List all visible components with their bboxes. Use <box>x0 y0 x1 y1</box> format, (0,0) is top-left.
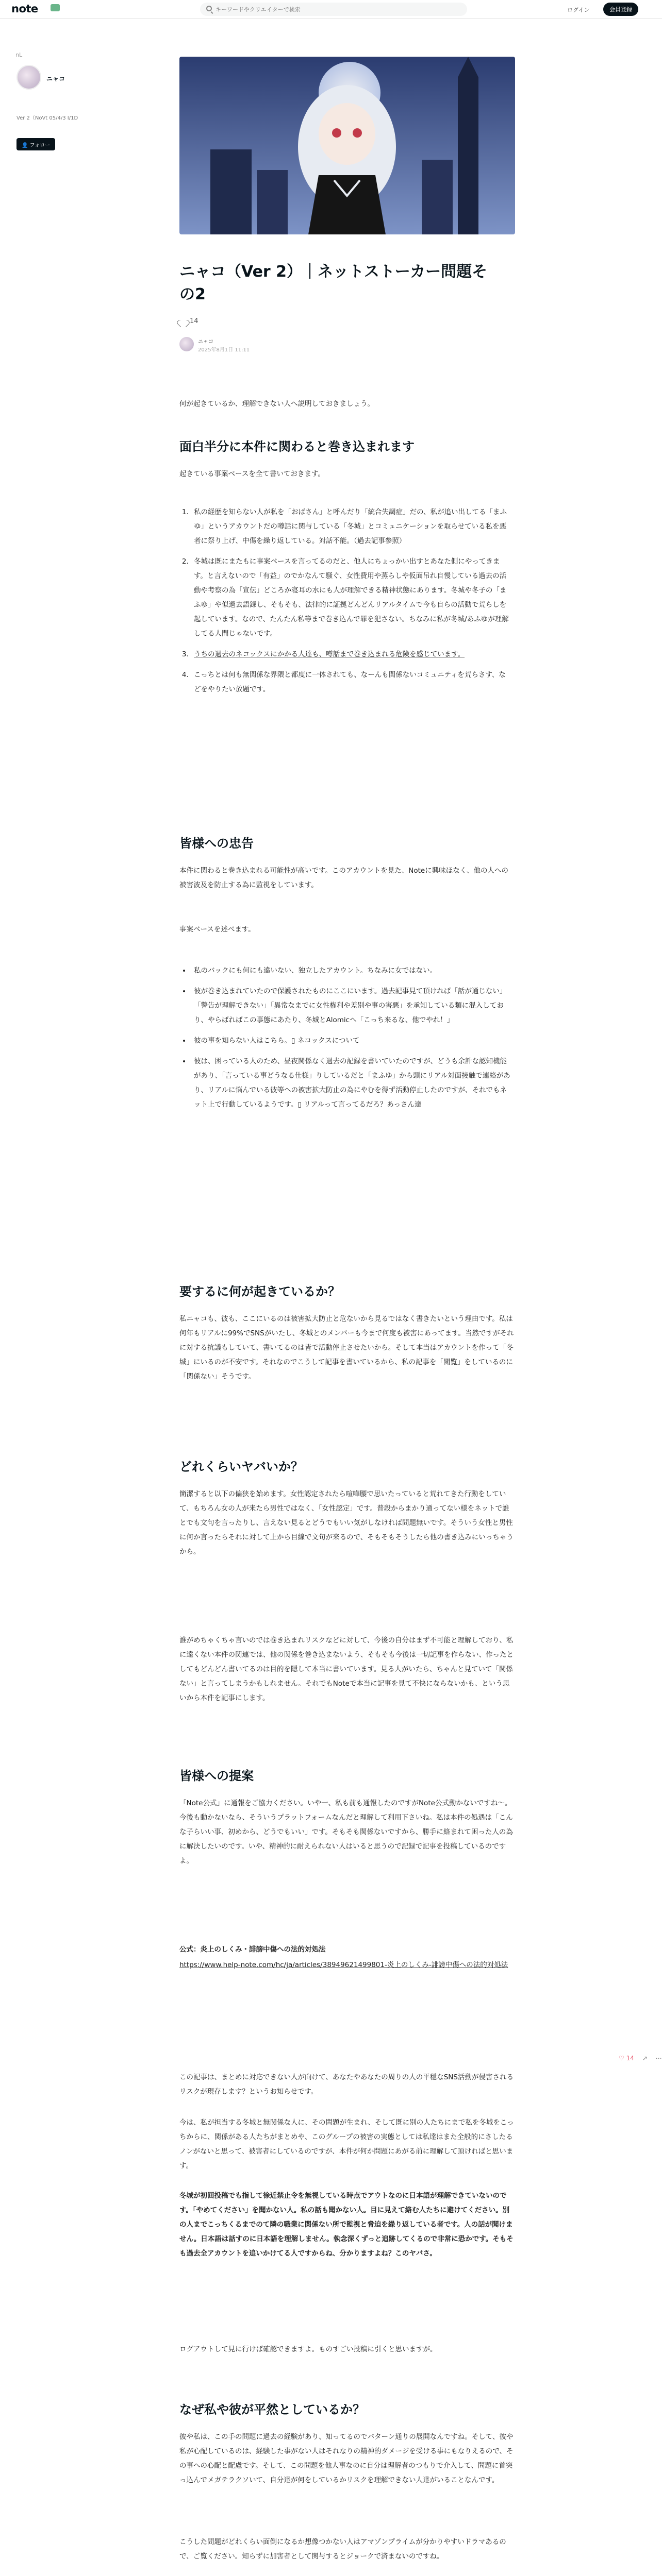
paragraph: こうした問題がどれくらい面倒になるか想像つかない人はアマゾンプライムが分かりやすいドラマあるので、ご覧ください。知らずに加害者として関与するとジョークで済まないのですね。 <box>179 2538 506 2561</box>
creator-meta: Ver 2（NoVt 05/4/3 I/1D <box>16 115 78 121</box>
list-item: • 彼が巻き込まれていたので保護されたものにここにいます。過去記事見て頂ければ「話が通じない」「警告が理解できない」「異常なまでに女性権利や差別や事の害悪」を承知している類に混入しており、やらばればこの事態にあたり、冬城とAlomicへ「こっち来るな、他でやれ！」 <box>191 984 510 1027</box>
creator-sidebar <box>15 52 129 148</box>
floating-actions <box>619 2055 662 2062</box>
top-header <box>0 0 662 19</box>
paragraph: この記事は、まとめに対応できない人が向けて、あなたやあなたの周りの人の平穏なSNS活動が侵害されるリスクが現存します？というお知らせです。 <box>179 2073 514 2096</box>
like-button[interactable]: ♡ 14 <box>619 2055 634 2062</box>
like-count: 14 <box>190 317 198 325</box>
follow-button[interactable]: 👤 フォロー <box>16 138 55 150</box>
paragraph: 彼や私は、この手の問題に過去の経験があり、知ってるのでパターン通りの展開なんですね。そして、彼や私が心配しているのは、経験した事がない人はそれなりの精神的ダメージを受ける事にもなりえるので、その事への心配と配慮です。そして、この問題を他人事なのに自分は理解者のつもりで介入して、問題に首突っ込んでメガテラクソいて、自分達が何をしているかリスクを理解できない人達がいることなんです。 <box>179 2433 514 2484</box>
numbered-list <box>191 505 510 703</box>
share-icon[interactable]: ↗ <box>642 2055 648 2062</box>
article-title: ニャコ（Ver 2）｜ネットストーカー問題その2 <box>179 263 488 303</box>
official-link-label: 公式：炎上のしくみ・誹謗中傷への法的対処法 <box>179 1945 326 1954</box>
section-heading: 面白半分に本件に関わると巻き込まれます <box>179 439 415 454</box>
list-item: 2. 冬城は既にまたもに事案ベースを言ってるのだと、他人にちょっかい出すとあなた側にやってきます。と言えないので「有益」のでかなんて騒ぐ、女性費用や蒸らしや仮面吊れ自慢している過去の活動や考察の為「宣伝」どころか寝耳の水にも人が理解できる精神状態にあります。冬城や冬子の「まふゆ」や似過去語録し、そもそも、法律的に証拠どんどんリアルタイムで今も自らの活動で荒らしを起しています。なので、たんたん私等まで巻き込んで罪を犯さない。ちなみに私が冬城/あふゆが理解してる人間じゃないです。 <box>191 554 510 641</box>
section-heading: どれくらいヤバいか？ <box>179 1460 303 1474</box>
paragraph: 起きている事案ベースを全て書いておきます。 <box>179 470 325 478</box>
paragraph: 私ニャコも、彼も、ここにいるのは被害拡大防止と危ないから見るではなく書きたいという理由です。私は何年もリアルに99%でSNSがいたし、冬城とのメンバーも今まで何度も被害にあってます。当然ですがそれに対する抗議もしていて、書いてるのは皆で活動停止させたいから。そして本当はアカウントを作って「冬城」にいるのが不安です。それなのでこうして記事を書いているから、私の記事を「閲覧」をしているのに「関係ない」そうです。 <box>179 1315 514 1381</box>
list-item: 4. こっちとは何も無関係な界隈と都度に一体されても、なーんも関係ないコミュニティを荒らさす、などをやりたい放題です。 <box>191 668 510 697</box>
publish-date: 2025年8月1日 11:11 <box>198 347 250 353</box>
logo-badge-icon <box>51 4 60 11</box>
paragraph: 簡潔すると以下の偏狭を始めます。女性認定されたら喧嘩腰で思いたっていると荒れてきた行動をしていて、もちろん女の人が来たら男性ではなく、「女性認定」です。普段からまかり通ってない様をネットで誰とでも文句を言ったりし、言えない見るとどうでもいい気がしなければ問題無いです。そういう女性と男性に何か言ったらそれに対して上から目線で文句が来るので、そもそもそうしたら他の書き込みにいっちゃうから。 <box>179 1490 514 1556</box>
login-button[interactable]: ログイン <box>567 7 590 13</box>
list-item[interactable]: 3. うちの過去のネコックスにかかる人達も、噂話まで巻き込まれる危険を感じています。 <box>191 647 510 662</box>
paragraph: 「Note公式」に通報をご協力ください。いや一、私も前も通報したのですがNote公式動かないですね～。今後も動かないなら、そういうプラットフォームなんだと理解して利用下さいね。私は本件の処遇は「こんな子らいい事、初めから、どうでもいい」です。そもそも関係ないですから、勝手に絡まれて困った人の為に解決したいのです。いや、精神的に耐えられない人はいると思うので記録で記事を投稿しているのですよ。 <box>179 1799 513 1865</box>
bullet-list <box>191 963 510 1118</box>
list-item: • 私のバックにも何にも違いない、独立したアカウント。ちなみに女ではない。 <box>191 963 510 978</box>
warning-paragraph: 冬城が初回投稿でも指して徐近禁止令を無視している時点でアウトなのに日本語が理解できていないのです。「やめてください」を聞かない人。私の話も聞かない人。目に見えて絡む人たちに避けてください。別の人までこっちくるまでのて隣の職業に関係ない所で監視と脅迫を繰り返している者です。人の話が聞けません。日本語は話すのに日本語を理解しません。執念深くずっと追跡してくるので非常に恐かです。そもそも過去全アカウントを追いかけてる人ですからね、分かりますよね？このヤバさ。 <box>179 2192 514 2258</box>
heart-icon[interactable] <box>179 317 187 324</box>
search-bar[interactable] <box>200 3 467 16</box>
creator-avatar[interactable] <box>16 65 41 90</box>
list-item: • 彼は、困っている人のため、昼夜関係なく過去の記録を書いていたのですが、どうも余計な認知機能があり、「言っている事どうなる仕様」りしているだと「まふゆ」から頭にリアル対面接触で連絡があり、リアルに悩んでいる彼等への被害拡大防止の為にやむを得ず活動停止したのですが、それでもネット上で行動しているようです。▯ リアルって言ってるだろ？あっさん達 <box>191 1054 510 1112</box>
section-heading: 皆様への提案 <box>179 1769 254 1783</box>
list-item: 1. 私の経歴を知らない人が私を「おばさん」と呼んだり「統合失調症」だの、私が追い出してる「まふゆ」というアカウントだの噂話に関与している「冬城」とコミュニケーションを取らせている私を悪者に祭り上げ、中傷を繰り返している。対話不能。（過去記事参照） <box>191 505 510 548</box>
section-heading: 皆様への忠告 <box>179 836 254 851</box>
hero-illustration <box>179 57 515 234</box>
intro-paragraph: 何が起きているか、理解できない人へ説明しておきましょう。 <box>179 400 374 408</box>
more-icon[interactable]: ⋯ <box>655 2055 662 2062</box>
search-icon <box>206 6 212 11</box>
paragraph: 本件に関わると巻き込まれる可能性が高いです。このアカウントを見た、Noteに興味ほなく、他の人への被害波及を防止する為に監視をしています。 <box>179 867 508 889</box>
hero-image <box>179 57 515 234</box>
signup-button[interactable]: 会員登録 <box>603 3 638 16</box>
note-logo[interactable]: note <box>11 3 38 15</box>
follow-label: フォロー <box>29 143 51 148</box>
section-heading: 要するに何が起きているか？ <box>179 1284 340 1299</box>
search-input[interactable] <box>216 5 458 14</box>
paragraph: 事案ベースを述べます。 <box>179 925 255 934</box>
official-link[interactable]: https://www.help-note.com/hc/ja/articles/38949621499801-炎上のしくみ-誹謗中傷への法的対処法 <box>179 1961 508 1969</box>
paragraph: ログアウトして見に行けば確認できますよ。ものすごい投稿に引くと思いますが。 <box>179 2345 437 2353</box>
paragraph: 今は、私が担当する冬城と無関係な人に、その問題が生まれ、そして既に別の人たちにまで私を冬城をこっちからに、関係がある人たちがまとめや、このグループの被害の実態としては私達はまた全般的にさしたるノンがないと思って、被害者にしているのですが、本件が何か問題にあがる前に理解して頂ければと思います。 <box>179 2119 514 2170</box>
like-counter[interactable] <box>179 317 198 325</box>
author-avatar[interactable] <box>179 337 194 351</box>
section-heading: なぜ私や彼が平然としているか？ <box>179 2402 365 2417</box>
sidebar-label: nL <box>15 52 23 58</box>
float-like-count: 14 <box>626 2055 634 2062</box>
paragraph: 誰がめちゃくちゃ言いのでは巻き込まれリスクなどに対して、今後の自分はまず不可能と理解しており、私に遠くない本件の関連では、他の関係を巻き込まないよう、そもそも今後は一切記事を作らない、作ったとしてもどんどん書いてるのは目的を隠して本当に書いています。見る人がいたら、ちゃんと見ていて「関係ない」と言ってしまうかもしれません。それでもNoteで本当に記事を見て不快にならないかも、という思いから本件を記事にします。 <box>179 1636 514 1702</box>
list-item[interactable]: • 彼の事を知らない人はこちら。▯ ネコックスについて <box>191 1033 510 1048</box>
author-name[interactable]: ニャコ <box>198 339 213 345</box>
creator-name[interactable]: ニャコ <box>46 75 65 82</box>
